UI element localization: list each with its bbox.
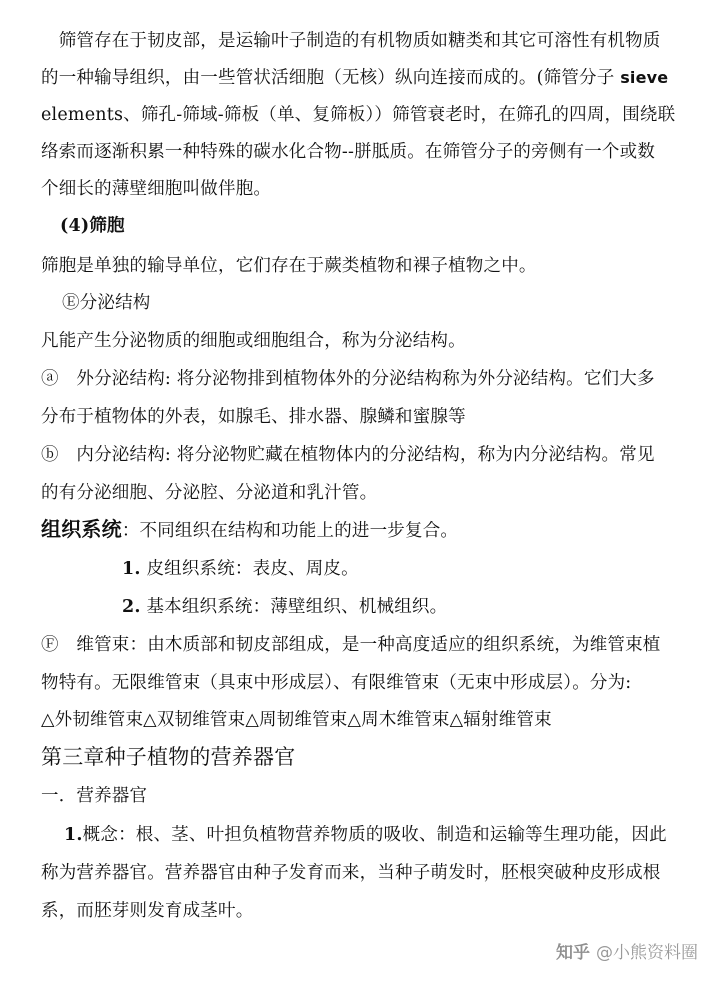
heading-tissue-system: [41, 515, 458, 545]
paragraph-line-5: 个细长的薄壁细胞叫做伴胞。: [41, 179, 272, 199]
list-text-dermal: 皮组织系统：表皮、周皮。: [146, 559, 359, 579]
chapter-title: 第三章种子植物的营养器官: [41, 745, 296, 769]
section-vegetative-organs: 一．营养器官: [41, 786, 148, 806]
vascular-bundle-line-1: Ⓕ 维管束：由木质部和韧皮部组成，是一种高度适应的组织系统，为维管束植: [41, 635, 661, 655]
subheading-secretory-structure: Ⓔ分泌结构: [62, 293, 151, 313]
list-text-ground: 基本组织系统：薄壁组织、机械组织。: [146, 597, 448, 617]
paragraph-line-1: 筛管存在于韧皮部，是运输叶子制造的有机物质如糖类和其它可溶性有机物质: [41, 31, 661, 51]
watermark-handle: @小熊资料圈: [596, 943, 698, 963]
vascular-bundle-types: △外韧维管束△双韧维管束△周韧维管束△周木维管束△辐射维管束: [41, 710, 552, 730]
external-secretory-line-1: ⓐ 外分泌结构: 将分泌物排到植物体外的分泌结构称为外分泌结构。它们大多: [41, 369, 655, 389]
line-2-text: 的一种输导组织，由一些管状活细胞（无核）纵向连接而成的。(筛管分子: [41, 68, 615, 88]
concept-line-2: 称为营养器官。营养器官由种子发育而来，当种子萌发时，胚根突破种皮形成根: [41, 863, 661, 883]
paragraph-line-3: [41, 103, 675, 127]
internal-secretory-line-2: 的有分泌细胞、分泌腔、分泌道和乳汁管。: [41, 483, 378, 503]
vascular-bundle-line-2: 物特有。无限维管束（具束中形成层）、有限维管束（无束中形成层）。分为:: [41, 673, 632, 693]
paragraph-sieve-cell: 筛胞是单独的输导单位，它们存在于蕨类植物和裸子植物之中。: [41, 256, 537, 276]
paragraph-line-2: [41, 66, 668, 90]
list-number-2: 2.: [122, 597, 141, 617]
subheading-sieve-cell: (4)筛胞: [60, 216, 125, 236]
paragraph-secretory-definition: 凡能产生分泌物质的细胞或细胞组合，称为分泌结构。: [41, 331, 466, 351]
heading-tissue-system-definition: ：不同组织在结构和功能上的进一步复合。: [121, 521, 459, 541]
concept-text: 概念：根、茎、叶担负植物营养物质的吸收、制造和运输等生理功能，因此: [82, 825, 667, 845]
line-3-text: elements、筛孔-筛域-筛板（单、复筛板））筛管衰老时，在筛孔的四周，围绕联: [41, 105, 676, 125]
external-secretory-line-2: 分布于植物体的外表，如腺毛、排水器、腺鳞和蜜腺等: [41, 407, 466, 427]
zhihu-logo: 知乎: [556, 943, 590, 963]
watermark: [556, 938, 698, 963]
concept-line-3: 系，而胚芽则发育成茎叶。: [41, 901, 254, 921]
concept-line-1: [64, 823, 667, 847]
heading-tissue-system-term: 组织系统: [41, 517, 122, 541]
list-item-ground-system: [122, 595, 447, 619]
latin-term-sieve: sieve: [620, 68, 669, 87]
list-number-1: 1.: [122, 559, 141, 579]
concept-number: 1.: [64, 825, 83, 845]
list-item-dermal-system: [122, 557, 359, 581]
internal-secretory-line-1: ⓑ 内分泌结构: 将分泌物贮藏在植物体内的分泌结构，称为内分泌结构。常见: [41, 445, 655, 465]
paragraph-line-4: 络索而逐渐积累一种特殊的碳水化合物--胼胝质。在筛管分子的旁侧有一个或数: [41, 142, 656, 162]
